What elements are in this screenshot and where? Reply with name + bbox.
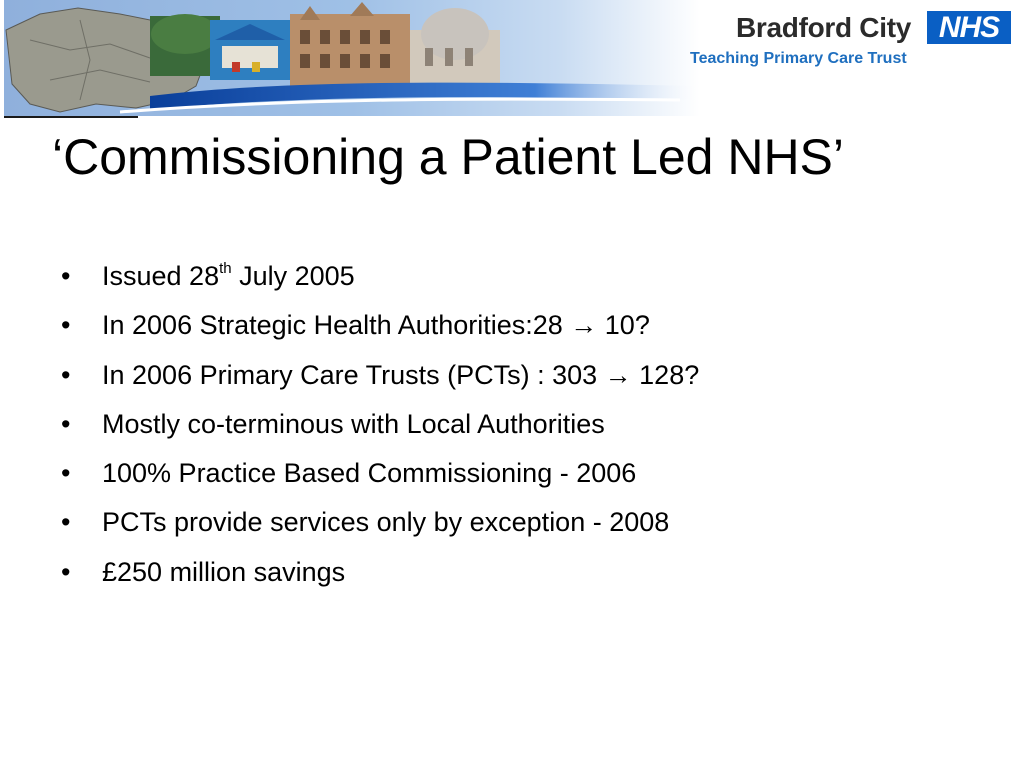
banner-underline (4, 116, 138, 118)
bullet-marker: • (61, 408, 71, 439)
bullet-text: 100% Practice Based Commissioning - 2006 (102, 458, 637, 489)
bullet-marker: • (61, 458, 71, 489)
bullet-text: In 2006 Primary Care Trusts (PCTs) : 303 → 128? (102, 359, 700, 390)
banner-photo-collage (0, 0, 700, 120)
header-banner (0, 0, 1024, 120)
bullet-text: Mostly co-terminous with Local Authorities (102, 408, 605, 439)
org-subtitle: Teaching Primary Care Trust (690, 50, 907, 67)
nhs-logo: NHS (927, 11, 1011, 44)
bullet-marker: • (61, 359, 71, 390)
org-name: Bradford City (736, 12, 911, 43)
bullet-text: Issued 28th July 2005 (102, 260, 355, 291)
bullet-text: PCTs provide services only by exception - 2008 (102, 507, 670, 538)
bullet-marker: • (61, 556, 71, 587)
bullet-marker: • (61, 507, 71, 538)
slide-title: ‘Commissioning a Patient Led NHS’ (52, 129, 845, 185)
bullet-marker: • (61, 310, 71, 341)
bullet-text: In 2006 Strategic Health Authorities:28 → 10? (102, 310, 650, 341)
bullet-text: £250 million savings (102, 556, 346, 587)
bullet-marker: • (61, 261, 71, 291)
